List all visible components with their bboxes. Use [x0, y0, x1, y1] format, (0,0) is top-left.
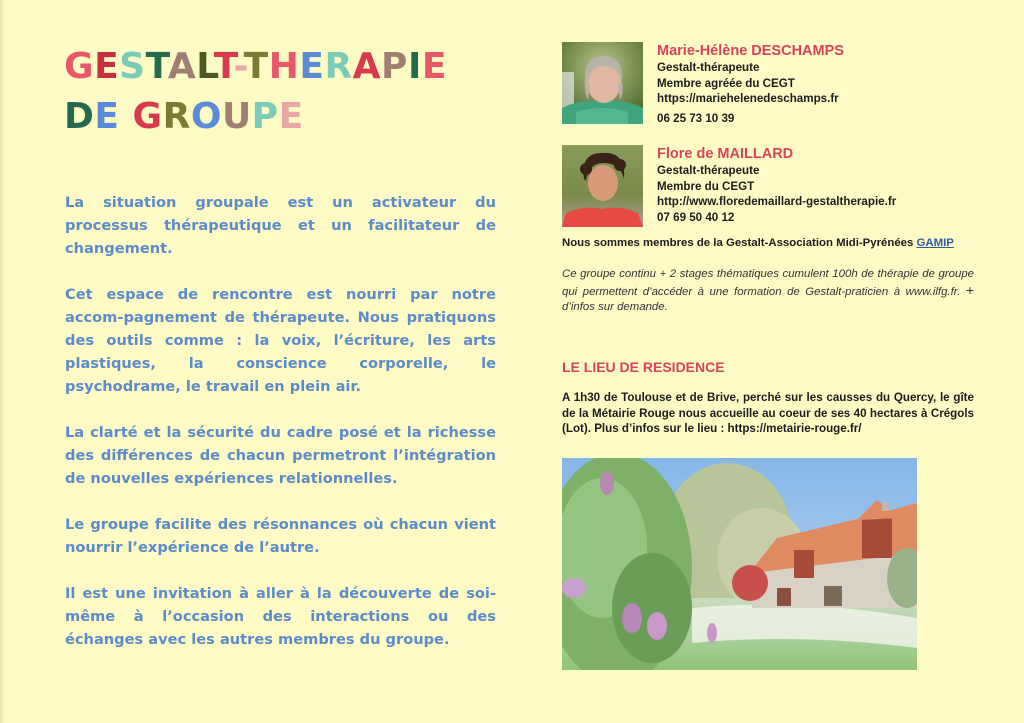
title-letter [119, 96, 132, 137]
title-letter: E [278, 96, 304, 137]
title-letter: O [190, 96, 222, 137]
note-tail: d’infos sur demande. [562, 301, 668, 313]
page-title [64, 42, 447, 142]
title-letter: H [268, 46, 300, 87]
training-note [562, 267, 974, 316]
residence-photo [562, 458, 917, 670]
title-line-1 [64, 42, 447, 92]
title-letter: G [132, 96, 163, 137]
paragraph-3: La clarté et la sécurité du cadre posé et la richesse des différences de chacun permetront l’intégration de nouvelles expériences relationnelles. [65, 424, 496, 487]
therapist-phone: 06 25 73 10 39 [657, 111, 735, 125]
title-letter: D [64, 96, 95, 137]
therapist-website-link[interactable]: https://mariehelenedeschamps.fr [657, 92, 839, 105]
paragraph-4: Le groupe facilite des résonnances où chacun vient nourrir l’expérience de l’autre. [65, 516, 496, 556]
therapist-name: Marie-Hélène DESCHAMPS [657, 43, 844, 59]
portrait-photo-2 [562, 145, 643, 227]
title-line-2 [64, 92, 447, 142]
therapist-phone: 07 69 50 40 12 [657, 210, 735, 224]
paragraph-2: Cet espace de rencontre est nourri par notre accom-pagnement de thérapeute. Nous pratiquons des outils comme : la voix, l’écriture, les arts plastiques, la conscience corporelle, le psychodrame, le travail en plein air. [65, 286, 496, 395]
title-letter: A [352, 46, 382, 87]
title-letter: T [243, 46, 269, 87]
title-letter: P [251, 96, 279, 137]
paragraph-5: Il est une invitation à aller à la découverte de soi-même à l’occasion des interactions ou des échanges avec les autres membres du groupe. [65, 585, 496, 648]
title-letter: - [233, 46, 244, 87]
paragraph-1: La situation groupale est un activateur du processus thérapeutique et un facilitateur de changement. [65, 194, 496, 257]
portrait-photo-1 [562, 42, 643, 124]
gamip-link[interactable]: GAMIP [916, 237, 954, 249]
title-letter: T [213, 46, 234, 87]
association-text: Nous sommes membres de la Gestalt-Association Midi-Pyrénées [562, 237, 917, 249]
therapist-role: Gestalt-thérapeute [657, 164, 760, 177]
title-letter: T [145, 46, 168, 87]
title-letter: E [421, 46, 447, 87]
title-letter: R [162, 96, 191, 137]
therapist-role: Gestalt-thérapeute [657, 61, 760, 74]
plus-icon: + [965, 281, 974, 298]
section-title-lieu: LE LIEU DE RESIDENCE [562, 359, 725, 375]
title-letter: G [64, 46, 95, 87]
therapist-website-link[interactable]: http://www.floredemaillard-gestaltherapie.fr [657, 195, 897, 208]
note-text: Ce groupe continu + 2 stages thématiques cumulent 100h de thérapie de groupe qui permettent d’accéder à une formation de Gestalt-praticien à www.ilfg.fr. [562, 268, 974, 298]
title-letter: R [324, 46, 353, 87]
page-edge [0, 0, 6, 723]
association-line [562, 237, 974, 249]
title-letter: U [221, 96, 252, 137]
title-letter: L [196, 46, 214, 87]
therapist-membership: Membre du CEGT [657, 179, 755, 193]
title-letter: P [381, 46, 408, 87]
title-letter: E [94, 96, 120, 137]
lieu-description: A 1h30 de Toulouse et de Brive, perché sur les causses du Quercy, le gîte de la Métairie Rouge nous accueille au coeur de ses 40 hectares à Crégols (Lot). Plus d’infos sur le lieu : https://metairie-rouge.fr/ [562, 391, 974, 435]
title-letter: A [167, 46, 197, 87]
title-letter: S [119, 46, 146, 87]
title-letter: I [407, 46, 422, 87]
therapist-name: Flore de MAILLARD [657, 146, 794, 162]
description-column [65, 191, 496, 651]
title-letter: E [299, 46, 325, 87]
title-letter: E [94, 46, 120, 87]
therapist-membership: Membre agréée du CEGT [657, 76, 795, 90]
